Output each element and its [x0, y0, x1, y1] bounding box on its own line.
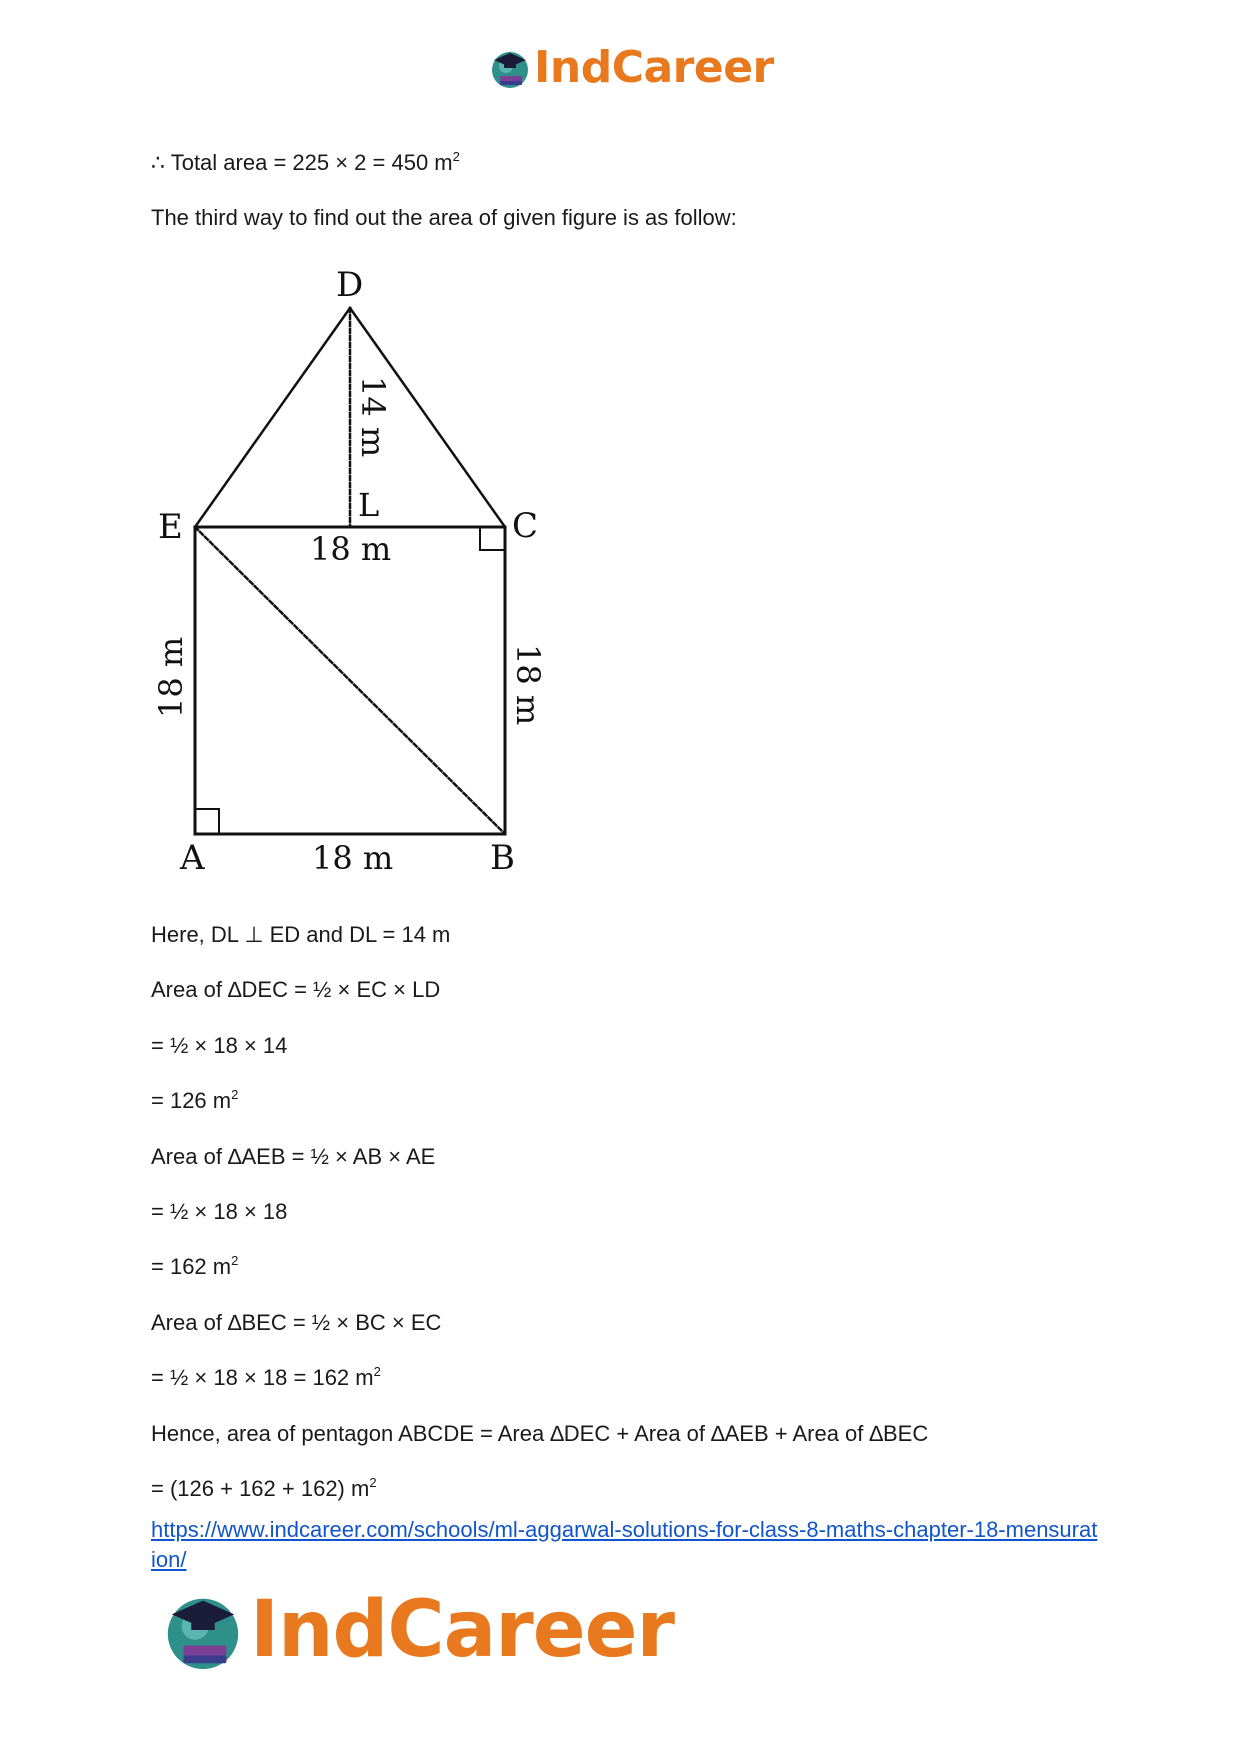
total-area-line: ∴ Total area = 225 × 2 = 450 $m^2$ — [151, 149, 460, 175]
bec-calc-line: = ½ × 18 × 18 = 162 $m^2$ — [151, 1364, 381, 1390]
footer-logo-text: IndCareer — [250, 1585, 674, 1675]
source-link[interactable]: https://www.indcareer.com/schools/ml-aggarwal-solutions-for-class-8-maths-chapter-18-mensuration/ — [151, 1517, 1098, 1572]
right-angle-a — [195, 809, 219, 834]
label-c: C — [512, 506, 539, 546]
label-d: D — [336, 266, 364, 305]
label-ab-length: 18 m — [312, 839, 394, 877]
label-dl-length: 14 m — [354, 376, 392, 458]
header-logo — [488, 40, 774, 96]
hence-line: Hence, area of pentagon ABCDE = Area ∆DEC + Area of ∆AEB + Area of ∆BEC — [151, 1421, 929, 1446]
aeb-area-line: Area of ∆AEB = ½ × AB × AE — [151, 1144, 436, 1169]
label-b: B — [490, 838, 515, 878]
dec-calc-line: = ½ × 18 × 14 — [151, 1033, 288, 1058]
label-l: L — [358, 486, 380, 524]
label-e: E — [158, 507, 183, 547]
right-angle-c — [480, 527, 505, 550]
graduation-globe-icon — [488, 46, 532, 90]
here-line: Here, DL ⊥ ED and DL = 14 m — [151, 922, 451, 947]
header-logo-text: IndCareer — [534, 42, 774, 93]
diagonal-eb — [195, 527, 505, 834]
aeb-calc-line: = ½ × 18 × 18 — [151, 1199, 288, 1224]
dec-area-line: Area of ∆DEC = ½ × EC × LD — [151, 977, 441, 1002]
bec-area-line: Area of ∆BEC = ½ × BC × EC — [151, 1310, 442, 1335]
edge-ed — [195, 308, 350, 527]
label-cb-length: 18 m — [509, 644, 547, 726]
label-ec-length: 18 m — [310, 530, 392, 568]
intro-line: The third way to find out the area of given figure is as follow: — [151, 205, 737, 230]
pentagon-figure — [150, 266, 550, 886]
footer-logo — [160, 1582, 674, 1678]
dec-result-line: = 126 $m^2$ — [151, 1087, 239, 1113]
label-ea-length: 18 m — [152, 636, 190, 718]
sum-line: = (126 + 162 + 162) $m^2$ — [151, 1475, 377, 1501]
graduation-globe-icon — [160, 1587, 246, 1673]
label-a: A — [180, 838, 205, 878]
aeb-result-line: = 162 $m^2$ — [151, 1253, 239, 1279]
